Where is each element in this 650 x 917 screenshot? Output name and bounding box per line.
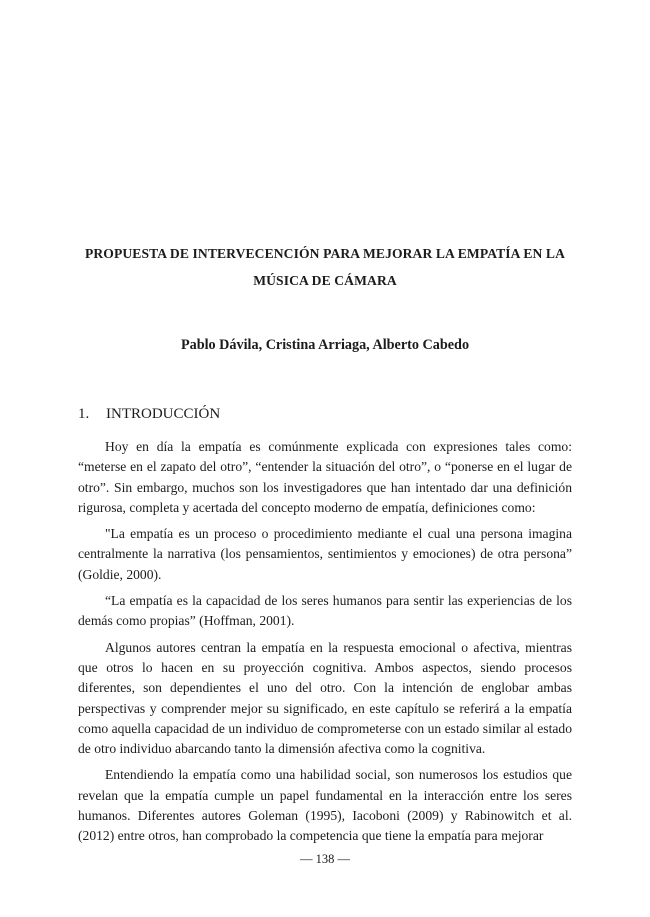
paragraph: Entendiendo la empatía como una habilidad social, son numerosos los estudios que revelan que la empatía cumple un papel fundamental en la interacción entre los seres humanos. Diferentes autores Goleman (1995), Iacoboni (2009) y Rabinowitch et al. (2012) entre otros, han comprobado la competencia que tiene la empatía para mejorar bbox=[78, 767, 572, 844]
chapter-title-line-1: PROPUESTA DE INTERVECENCIÓN PARA MEJORAR LA EMPATÍA EN LA bbox=[84, 246, 566, 261]
chapter-title bbox=[78, 240, 572, 294]
paragraph: Algunos autores centran la empatía en la respuesta emocional o afectiva, mientras que otros lo hacen en su proyección cognitiva. Ambos aspectos, siendo procesos diferentes, son dependientes el uno del otro. Con la intención de englobar ambas perspectivas y comprender mejor su significado, en este capítulo se referirá a la empatía como aquella capacidad de un individuo de comprometerse con un estado similar al estado de otro individuo abarcando tanto la dimensión afectiva como la cognitiva. bbox=[78, 639, 572, 757]
authors: Pablo Dávila, Cristina Arriaga, Alberto Cabedo bbox=[180, 337, 470, 353]
paragraph: "La empatía es un proceso o procedimiento mediante el cual una persona imagina centralmente la narrativa (los pensamientos, sentimientos y emociones) de otra persona” (Goldie, 2000). bbox=[78, 526, 572, 582]
body-text bbox=[78, 437, 572, 853]
chapter-title-line-2: MÚSICA DE CÁMARA bbox=[253, 273, 397, 288]
section-heading bbox=[78, 406, 220, 423]
paragraph: Hoy en día la empatía es comúnmente explicada con expresiones tales como: “meterse en el zapato del otro”, “entender la situación del otro”, o “ponerse en el lugar de otro”. Sin embargo, muchos son los investigadores que han intentado dar una definición rigurosa, completa y acertada del concepto moderno de empatía, definiciones como: bbox=[78, 439, 572, 515]
section-title: INTRODUCCIÓN bbox=[106, 406, 221, 422]
page-number: — 138 — bbox=[300, 852, 350, 866]
paragraph: “La empatía es la capacidad de los seres humanos para sentir las experiencias de los demás como propias” (Hoffman, 2001). bbox=[78, 593, 572, 629]
section-number: 1. bbox=[78, 406, 90, 422]
